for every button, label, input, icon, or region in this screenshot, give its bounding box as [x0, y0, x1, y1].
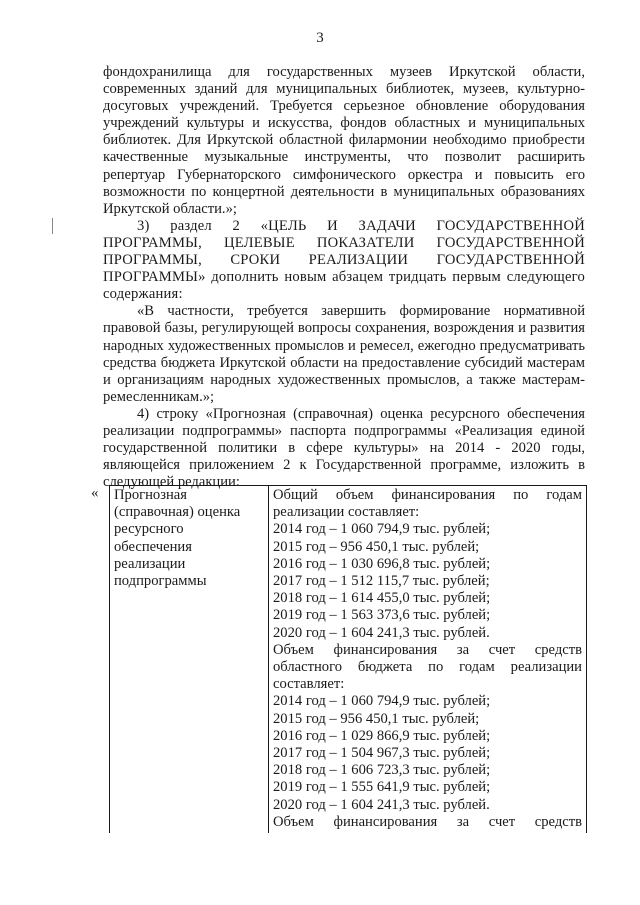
open-quote-mark: « [91, 485, 99, 501]
document-body [103, 64, 585, 491]
regional-row: 2016 год – 1 029 866,9 тыс. рублей; [273, 727, 491, 744]
regional-row: 2020 год – 1 604 241,3 тыс. рублей. [273, 796, 490, 813]
table-row [110, 486, 587, 834]
regional-row: 2019 год – 1 555 641,9 тыс. рублей; [273, 779, 491, 796]
scan-edge-mark [52, 218, 53, 234]
label-text: Прогнозная (справочная) оценка ресурсного обеспечения реализации подпрограммы [114, 487, 241, 590]
total-row: 2018 год – 1 614 455,0 тыс. рублей; [273, 590, 491, 607]
passport-table [109, 485, 587, 833]
table-cell-label [110, 486, 269, 834]
paragraph-continuation: фондохранилища для государственных музеев Иркутской области, современных зданий для муниципальных библиотек, музеев, культурно-досуговых учреждений. Требуется серьезное обновление оборудования учреждений культуры и искусства, фондов областных и муниципальных библиотек. Для Иркутской областной филармонии необходимо приобрести качественные музыкальные инструменты, что позволит расширить репертуар Губернаторского симфонического оркестра и повысить его возможности по концертной деятельности в муниципальных образованиях Иркутской области.»; [103, 64, 585, 217]
total-row: 2016 год – 1 030 696,8 тыс. рублей; [273, 555, 491, 572]
regional-row: 2014 год – 1 060 794,9 тыс. рублей; [273, 693, 491, 710]
regional-row: 2015 год – 956 450,1 тыс. рублей; [273, 710, 480, 727]
total-row: 2019 год – 1 563 373,6 тыс. рублей; [273, 607, 491, 624]
paragraph-quoted-addition: «В частности, требуется завершить формирование нормативной правовой базы, регулирующей вопросы сохранения, возрождения и развития народных художественных промыслов и ремесел, ежегодно предусматривать средства бюджета Иркутской области на предоставление субсидий мастерам и организациям народных художественных промыслов, а также мастерам-ремесленникам.»; [103, 303, 585, 405]
total-financing-intro: Общий объем финансирования по годам реализации составляет: [273, 487, 582, 521]
total-row: 2015 год – 956 450,1 тыс. рублей; [273, 538, 480, 555]
regional-row: 2017 год – 1 504 967,3 тыс. рублей; [273, 745, 491, 762]
regional-financing-intro: Объем финансирования за счет средств областного бюджета по годам реализации составляет: [273, 641, 582, 693]
total-row: 2017 год – 1 512 115,7 тыс. рублей; [273, 573, 490, 590]
table-cell-values [269, 486, 587, 834]
total-row: 2014 год – 1 060 794,9 тыс. рублей; [273, 521, 491, 538]
regional-row: 2018 год – 1 606 723,3 тыс. рублей; [273, 762, 491, 779]
next-financing-intro: Объем финансирования за счет средств [273, 813, 582, 830]
total-row: 2020 год – 1 604 241,3 тыс. рублей. [273, 624, 490, 641]
page-number: 3 [316, 30, 324, 46]
paragraph-item-3: 3) раздел 2 «ЦЕЛЬ И ЗАДАЧИ ГОСУДАРСТВЕННОЙ ПРОГРАММЫ, ЦЕЛЕВЫЕ ПОКАЗАТЕЛИ ГОСУДАРСТВЕННОЙ ПРОГРАММЫ, СРОКИ РЕАЛИЗАЦИИ ГОСУДАРСТВЕННОЙ ПРОГРАММЫ» дополнить новым абзацем тридцать первым следующего содержания: [103, 217, 585, 303]
paragraph-item-4: 4) строку «Прогнозная (справочная) оценка ресурсного обеспечения реализации подпрограммы» паспорта подпрограммы «Реализация единой государственной политики в сфере культуры» на 2014 - 2020 годы, являющейся приложением 2 к Государственной программе, изложить в следующей редакции: [103, 405, 585, 491]
